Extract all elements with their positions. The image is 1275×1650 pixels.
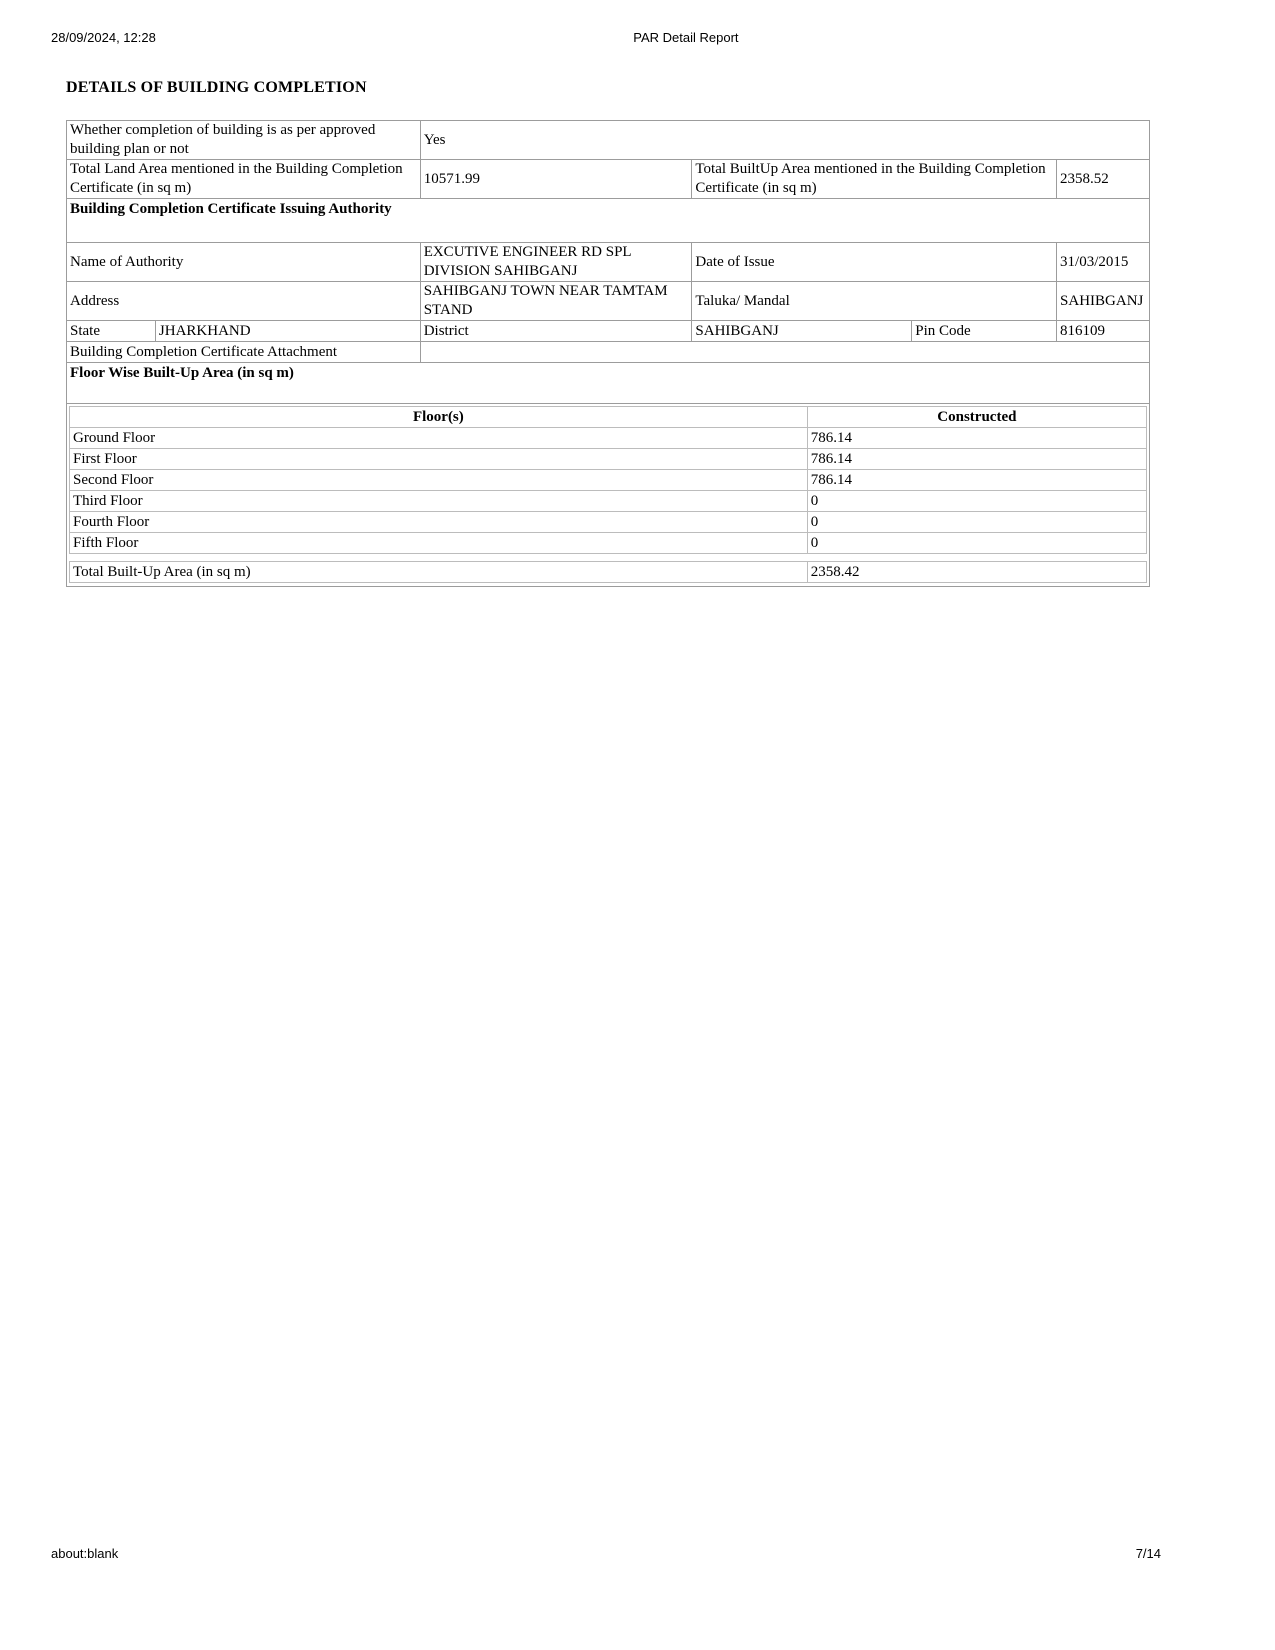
floor-name: Second Floor (70, 470, 808, 491)
table-row (67, 342, 1150, 363)
table-row (67, 243, 1150, 282)
approved-plan-value: Yes (420, 121, 1149, 160)
pincode-value: 816109 (1057, 321, 1150, 342)
land-area-value: 10571.99 (420, 160, 692, 199)
floor-name: Third Floor (70, 491, 808, 512)
builtup-area-value: 2358.52 (1057, 160, 1150, 199)
table-row (70, 512, 1147, 533)
district-value: SAHIBGANJ (692, 321, 912, 342)
table-row (67, 321, 1150, 342)
total-builtup-label: Total Built-Up Area (in sq m) (70, 562, 808, 583)
table-row (70, 428, 1147, 449)
district-label: District (420, 321, 692, 342)
floor-column-header: Floor(s) (70, 407, 808, 428)
constructed-value: 0 (807, 491, 1146, 512)
floor-name: Fifth Floor (70, 533, 808, 554)
floorwise-heading: Floor Wise Built-Up Area (in sq m) (67, 363, 1150, 404)
builtup-area-label: Total BuiltUp Area mentioned in the Building Completion Certificate (in sq m) (692, 160, 1057, 199)
table-row (67, 160, 1150, 199)
table-row (67, 121, 1150, 160)
address-value: SAHIBGANJ TOWN NEAR TAMTAM STAND (420, 282, 692, 321)
constructed-value: 0 (807, 533, 1146, 554)
table-row (67, 282, 1150, 321)
authority-name-label: Name of Authority (67, 243, 421, 282)
floor-table (69, 406, 1147, 554)
total-row (70, 562, 1147, 583)
authority-name-value: EXCUTIVE ENGINEER RD SPL DIVISION SAHIBGANJ (420, 243, 692, 282)
constructed-value: 786.14 (807, 470, 1146, 491)
attachment-label: Building Completion Certificate Attachment (67, 342, 421, 363)
floor-name: Fourth Floor (70, 512, 808, 533)
table-row (70, 470, 1147, 491)
taluka-value: SAHIBGANJ (1057, 282, 1150, 321)
floor-table-header-row (70, 407, 1147, 428)
land-area-label: Total Land Area mentioned in the Building Completion Certificate (in sq m) (67, 160, 421, 199)
constructed-value: 786.14 (807, 449, 1146, 470)
constructed-value: 0 (807, 512, 1146, 533)
issuing-authority-heading: Building Completion Certificate Issuing Authority (67, 199, 1150, 243)
date-of-issue-value: 31/03/2015 (1057, 243, 1150, 282)
table-row (70, 491, 1147, 512)
print-header-datetime: 28/09/2024, 12:28 (51, 30, 156, 45)
issuing-authority-heading-row (67, 199, 1150, 243)
table-row (70, 533, 1147, 554)
pincode-label: Pin Code (912, 321, 1057, 342)
address-label: Address (67, 282, 421, 321)
print-footer-page-number: 7/14 (1135, 1546, 1161, 1561)
floorwise-heading-row (67, 363, 1150, 404)
building-completion-table (66, 120, 1150, 404)
approved-plan-label: Whether completion of building is as per approved building plan or not (67, 121, 421, 160)
floor-name: Ground Floor (70, 428, 808, 449)
date-of-issue-label: Date of Issue (692, 243, 1057, 282)
constructed-column-header: Constructed (807, 407, 1146, 428)
floorwise-area (66, 404, 1150, 587)
section-title: DETAILS OF BUILDING COMPLETION (66, 79, 367, 96)
taluka-label: Taluka/ Mandal (692, 282, 1057, 321)
constructed-value: 786.14 (807, 428, 1146, 449)
total-builtup-value: 2358.42 (807, 562, 1146, 583)
print-footer-source: about:blank (51, 1546, 119, 1561)
floor-name: First Floor (70, 449, 808, 470)
floor-total-table (69, 561, 1147, 583)
state-label: State (67, 321, 156, 342)
table-row (70, 449, 1147, 470)
state-value: JHARKHAND (155, 321, 420, 342)
attachment-value (420, 342, 1149, 363)
print-header-title: PAR Detail Report (633, 30, 739, 45)
par-detail-report-page (66, 79, 1150, 587)
